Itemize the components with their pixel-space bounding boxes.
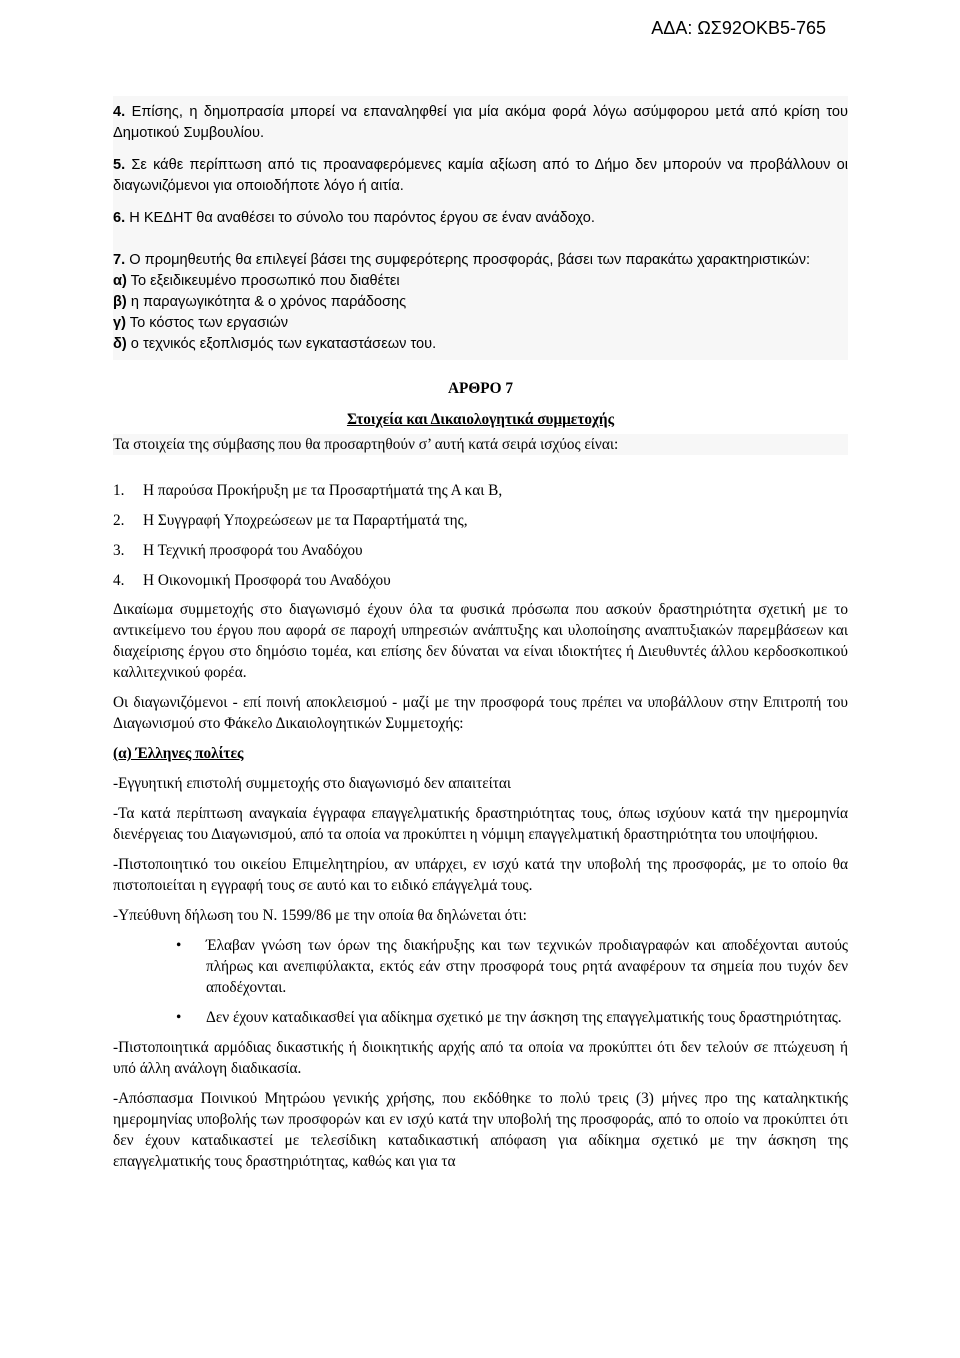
paragraph-7-text: Ο προμηθευτής θα επιλεγεί βάσει της συμφερότερης προσφοράς, βάσει των παρακάτω χαρακτηριστικών: (125, 252, 811, 268)
criterion-key: γ) (113, 315, 126, 331)
contract-documents-list (113, 480, 848, 591)
bullet-item (176, 935, 848, 998)
list-item (113, 480, 848, 501)
paragraph-7 (113, 250, 848, 271)
section-a-title: (α) Έλληνες πολίτες (113, 745, 244, 762)
requirement-item: -Τα κατά περίπτωση αναγκαία έγγραφα επαγγελματικής δραστηριότητας τους, όπως ισχύουν κατά την ημερομηνία διενέργειας του Διαγωνισμού, από τα οποία να προκύπτει η νόμιμη επαγγελματική δραστηριότητα του υποψήφιου. (113, 805, 848, 843)
document-body (113, 96, 848, 1172)
paragraph-5 (113, 155, 848, 197)
bullet-text: Δεν έχουν καταδικασθεί για αδίκημα σχετικό με την άσκηση της επαγγελματικής τους δραστηριότητας. (206, 1009, 842, 1026)
list-text: Η Οικονομική Προσφορά του Αναδόχου (143, 572, 391, 589)
ada-code: ΑΔΑ: ΩΣ92ΟΚΒ5-765 (651, 18, 826, 38)
criterion-text: Το κόστος των εργασιών (125, 315, 289, 331)
paragraph-4-text: Επίσης, η δημοπρασία μπορεί να επαναληφθεί για μία ακόμα φορά λόγω ασύμφορου μετά από κρίση του Δημοτικού Συμβουλίου. (113, 104, 848, 141)
bullet-text: Έλαβαν γνώση των όρων της διακήρυξης και των τεχνικών προδιαγραφών και αποδέχονται αυτούς πλήρως και ανεπιφύλακτα, εκτός εάν στην προσφορά τους ρητά αναφέρουν τα σημεία που τυχόν δεν αποδέχονται. (206, 937, 848, 996)
list-number: 3. (113, 542, 125, 559)
requirement-item: -Πιστοποιητικό του οικείου Επιμελητηρίου, αν υπάρχει, εν ισχύ κατά την υποβολή της προσφοράς, με το οποίο θα πιστοποιείται η εγγραφή τους σε αυτό και το ειδικό επάγγελμά τους. (113, 856, 848, 894)
participation-paragraph: Δικαίωμα συμμετοχής στο διαγωνισμό έχουν όλα τα φυσικά πρόσωπα που ασκούν δραστηριότητα σχετική με το αντικείμενο του έργου που αφορά σε παροχή υπηρεσιών ανάπτυξης και υλοποίησης αναπτυξιακών παρεμβάσεων και διαχείρισης έργου στο δημόσιο τομέα, και επίσης δεν δύναται να είναι ιδιοκτήτες ή Διευθυντές άλλου κερδοσκοπικού καλλιτεχνικού φορέα. (113, 601, 848, 681)
criterion-b (113, 292, 848, 313)
paragraph-4 (113, 102, 848, 144)
bullet-item (176, 1007, 848, 1028)
requirement-item: -Πιστοποιητικά αρμόδιας δικαστικής ή διοικητικής αρχής από τα οποία να προκύπτει ότι δεν τελούν σε πτώχευση ή υπό άλλη ανάλογη διαδικασία. (113, 1039, 848, 1077)
criterion-key: δ) (113, 336, 127, 352)
criterion-key: α) (113, 273, 127, 289)
criterion-text: Το εξειδικευμένο προσωπικό που διαθέτει (126, 273, 400, 289)
article-title: ΑΡΘΡΟ 7 (447, 380, 513, 397)
list-text: Η Τεχνική προσφορά του Αναδόχου (143, 542, 363, 559)
bullet-icon: • (176, 937, 182, 954)
requirement-item: -Απόσπασμα Ποινικού Μητρώου γενικής χρήσης, που εκδόθηκε το πολύ τρεις (3) μήνες προ της καταληκτικής ημερομηνίας υποβολής των προσφορών και εν ισχύ κατά την υποβολή της προσφοράς, από το οποίο να προκύπτει ότι δεν έχουν καταδικαστεί με τελεσίδικη καταδικαστική απόφαση για αδίκημα σχετικό με την άσκηση της επαγγελματικής τους δραστηριότητας, καθώς και για τα (113, 1090, 848, 1170)
article-subtitle: Στοιχεία και Δικαιολογητικά συμμετοχής (346, 411, 615, 428)
paragraph-5-text: Σε κάθε περίπτωση από τις προαναφερόμενες καμία αξίωση από το Δήμο δεν μπορούν να προβάλλουν οι διαγωνιζόμενοι για οποιοδήποτε λόγο ή αιτία. (113, 157, 848, 194)
list-item (113, 570, 848, 591)
bullet-icon: • (176, 1009, 182, 1026)
list-text: Η παρούσα Προκήρυξη με τα Προσαρτήματά της Α και Β, (143, 482, 503, 499)
submission-paragraph: Οι διαγωνιζόμενοι - επί ποινή αποκλεισμού - μαζί με την προσφορά τους πρέπει να υποβάλλουν στην Επιτροπή του Διαγωνισμού στο Φάκελο Δικαιολογητικών Συμμετοχής: (113, 694, 848, 732)
article-title-line (113, 378, 848, 399)
requirement-item: -Εγγυητική επιστολή συμμετοχής στο διαγωνισμό δεν απαιτείται (113, 775, 512, 792)
criterion-d (113, 334, 848, 355)
paragraph-6-text: Η ΚΕΔΗΤ θα αναθέσει το σύνολο του παρόντος έργου σε έναν ανάδοχο. (125, 210, 595, 226)
declaration-bullets (113, 935, 848, 1028)
top-section (113, 96, 848, 360)
criterion-text: ο τεχνικός εξοπλισμός των εγκαταστάσεων του. (126, 336, 437, 352)
requirement-item: -Υπεύθυνη δήλωση του Ν. 1599/86 με την οποία θα δηλώνεται ότι: (113, 907, 527, 924)
article-intro: Τα στοιχεία της σύμβασης που θα προσαρτηθούν σ’ αυτή κατά σειρά ισχύος είναι: (113, 434, 848, 455)
list-number: 4. (113, 572, 125, 589)
list-number: 2. (113, 512, 125, 529)
paragraph-7-number: 7. (113, 252, 126, 268)
paragraph-4-number: 4. (113, 104, 126, 120)
criterion-key: β) (113, 294, 127, 310)
list-item (113, 540, 848, 561)
criterion-text: η παραγωγικότητα & ο χρόνος παράδοσης (126, 294, 407, 310)
criterion-c (113, 313, 848, 334)
paragraph-5-number: 5. (113, 157, 126, 173)
section-a-heading (113, 743, 848, 764)
article-subtitle-line (113, 409, 848, 430)
list-text: Η Συγγραφή Υποχρεώσεων με τα Παραρτήματά της, (143, 512, 468, 529)
list-item (113, 510, 848, 531)
criterion-a (113, 271, 848, 292)
paragraph-6 (113, 208, 848, 229)
paragraph-6-number: 6. (113, 210, 126, 226)
list-number: 1. (113, 482, 125, 499)
